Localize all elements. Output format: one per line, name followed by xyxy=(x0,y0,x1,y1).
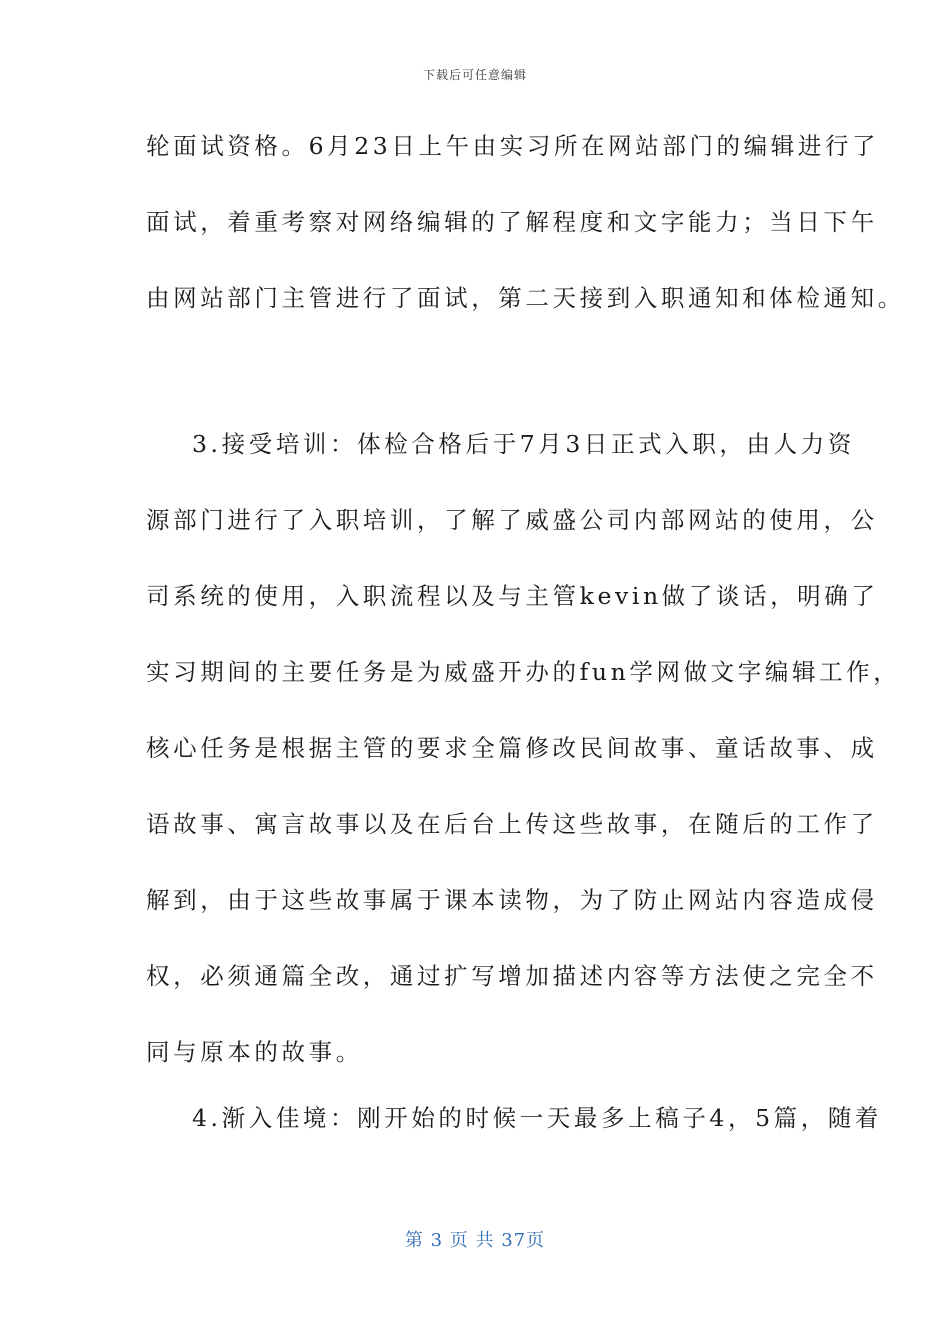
paragraph-line: 轮面试资格。6月23日上午由实习所在网站部门的编辑进行了 xyxy=(146,132,880,160)
page-number-footer: 第 3 页 共 37页 xyxy=(404,1230,546,1251)
paragraph-line: 解到，由于这些故事属于课本读物，为了防止网站内容造成侵 xyxy=(146,886,878,914)
paragraph-line: 核心任务是根据主管的要求全篇修改民间故事、童话故事、成 xyxy=(146,734,878,762)
paragraph-line: 由网站部门主管进行了面试，第二天接到入职通知和体检通知。 xyxy=(146,284,905,312)
paragraph-line: 面试，着重考察对网络编辑的了解程度和文字能力；当日下午 xyxy=(146,208,878,236)
paragraph-line: 权，必须通篇全改，通过扩写增加描述内容等方法使之完全不 xyxy=(146,962,878,990)
paragraph-line: 实习期间的主要任务是为威盛开办的fun学网做文字编辑工作， xyxy=(146,658,901,686)
paragraph-line: 4.渐入佳境：刚开始的时候一天最多上稿子4，5篇，随着 xyxy=(192,1104,883,1132)
paragraph-line: 3.接受培训：体检合格后于7月3日正式入职，由人力资 xyxy=(192,430,855,458)
paragraph-line: 同与原本的故事。 xyxy=(146,1038,363,1066)
header-note: 下载后可任意编辑 xyxy=(422,68,527,82)
paragraph-line: 司系统的使用，入职流程以及与主管kevin做了谈话，明确了 xyxy=(146,582,879,610)
paragraph-line: 语故事、寓言故事以及在后台上传这些故事，在随后的工作了 xyxy=(146,810,878,838)
paragraph-line: 源部门进行了入职培训，了解了威盛公司内部网站的使用，公 xyxy=(146,506,878,534)
